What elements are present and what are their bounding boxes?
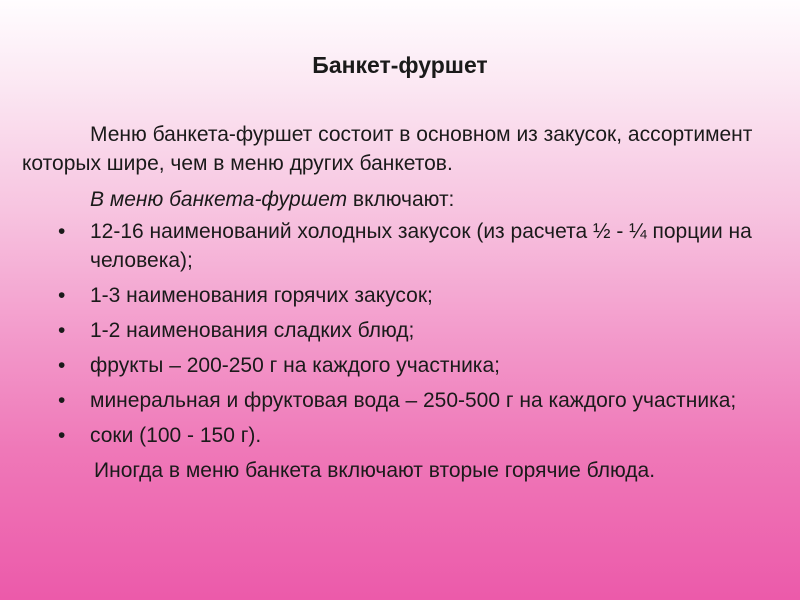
list-item (22, 386, 772, 415)
menu-items-list (22, 217, 772, 450)
bullet-icon: • (58, 319, 66, 342)
list-item (22, 281, 772, 310)
intro-paragraph-text: Меню банкета-фуршет состоит в основном из закусок, ассортимент которых шире, чем в меню других банкетов. (22, 123, 753, 175)
list-item-text: 1-3 наименования горячих закусок; (90, 284, 433, 307)
list-item (22, 217, 772, 275)
list-item-text: 12-16 наименований холодных закусок (из расчета ½ - ¼ порции на человека); (90, 220, 752, 272)
includes-rest: включают: (347, 188, 455, 211)
list-item (22, 351, 772, 380)
includes-italic: В меню банкета-фуршет (90, 188, 348, 211)
slide-title: Банкет-фуршет (312, 52, 488, 78)
closing-paragraph (22, 456, 772, 485)
bullet-icon: • (58, 389, 66, 412)
list-item (22, 316, 772, 345)
closing-paragraph-text: Иногда в меню банкета включают вторые горячие блюда. (94, 459, 656, 482)
list-item-text: 1-2 наименования сладких блюд; (90, 319, 415, 342)
bullet-icon: • (58, 220, 66, 243)
list-item (22, 421, 772, 450)
list-item-text: соки (100 - 150 г). (90, 424, 262, 447)
list-item-text: минеральная и фруктовая вода – 250-500 г на каждого участника; (90, 389, 737, 412)
intro-paragraph (22, 120, 772, 178)
bullet-icon: • (58, 284, 66, 307)
list-item-text: фрукты – 200-250 г на каждого участника; (90, 354, 500, 377)
includes-line (22, 185, 772, 214)
bullet-icon: • (58, 354, 66, 377)
slide-content (22, 120, 772, 485)
bullet-icon: • (58, 424, 66, 447)
